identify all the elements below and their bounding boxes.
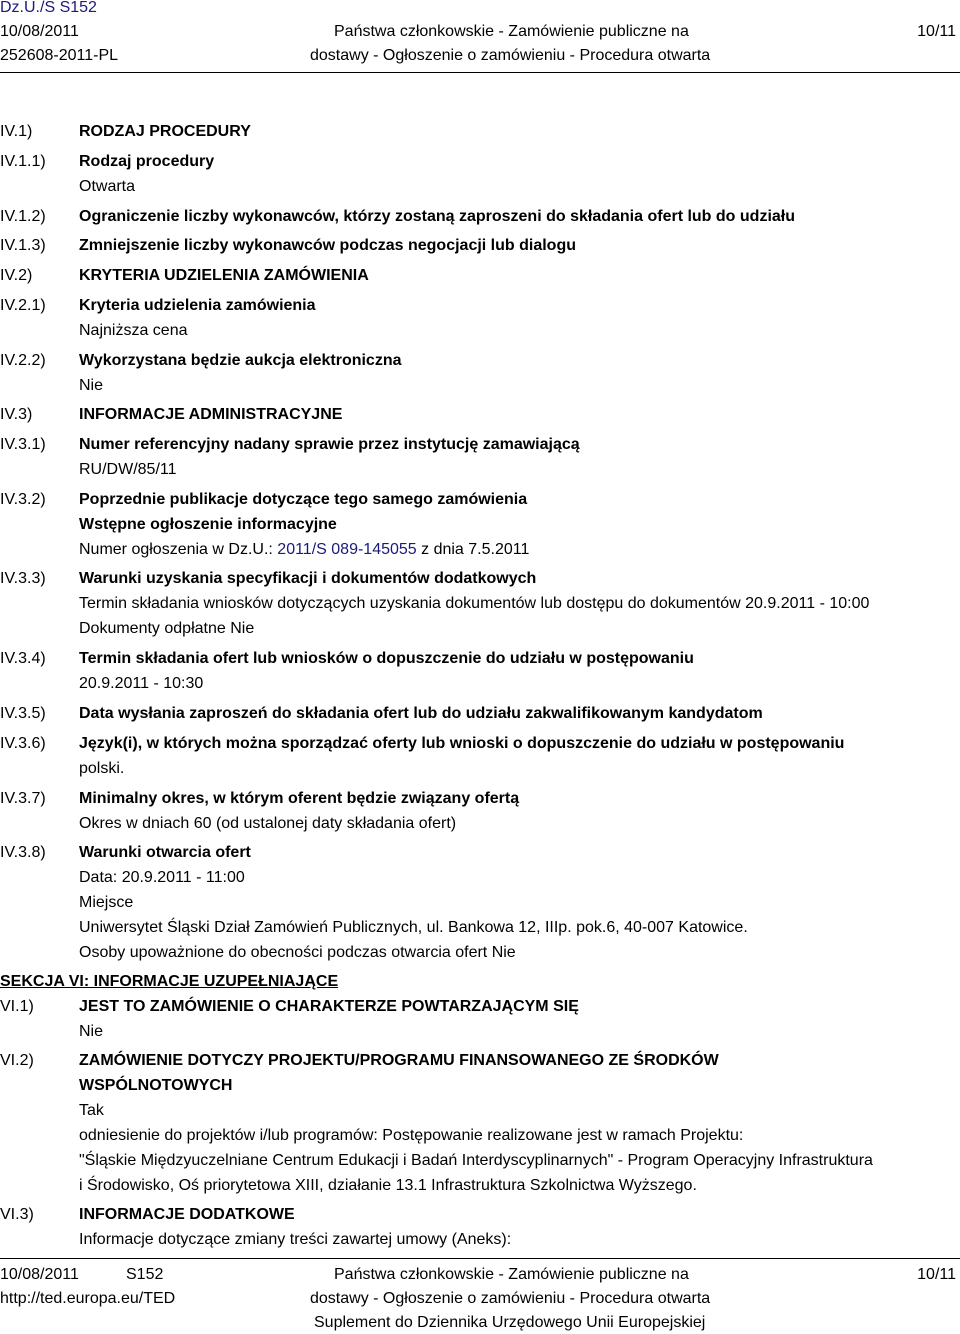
- heading: Data wysłania zaproszeń do składania ofert lub do udziału zakwalifikowanym kandydatom: [79, 705, 763, 722]
- heading: Warunki uzyskania specyfikacji i dokumentów dodatkowych: [79, 570, 537, 587]
- footer-url[interactable]: http://ted.europa.eu/TED: [0, 1290, 176, 1307]
- subheading: Wstępne ogłoszenie informacyjne: [79, 516, 337, 533]
- prior-pub-suffix: z dnia 7.5.2011: [416, 541, 530, 558]
- heading: Ograniczenie liczby wykonawców, którzy zostaną zaproszeni do składania ofert lub do udziału: [79, 208, 795, 225]
- heading: Rodzaj procedury: [79, 153, 215, 170]
- heading: Język(i), w których można sporządzać oferty lub wnioski o dopuszczenie do udziału w postępowaniu: [79, 735, 845, 752]
- section-iv-2-1: [79, 293, 956, 343]
- value: Informacje dotyczące zmiany treści zawartej umowy (Aneks):: [79, 1231, 512, 1248]
- value: RU/DW/85/11: [79, 461, 177, 478]
- num-iv-3-4: IV.3.4): [0, 650, 46, 667]
- heading: Zmniejszenie liczby wykonawców podczas negocjacji lub dialogu: [79, 237, 576, 254]
- heading: Numer referencyjny nadany sprawie przez instytucję zamawiającą: [79, 436, 580, 453]
- heading: Poprzednie publikacje dotyczące tego samego zamówienia: [79, 491, 528, 508]
- header-title-line1: Państwa członkowskie - Zamówienie publiczne na: [334, 23, 689, 40]
- section-iv-3-5: [79, 701, 956, 726]
- value: Osoby upoważnione do obecności podczas otwarcia ofert Nie: [79, 944, 516, 961]
- section-vi-title: SEKCJA VI: INFORMACJE UZUPEŁNIAJĄCE: [0, 973, 339, 990]
- value: Miejsce: [79, 894, 134, 911]
- header-page: 10/11: [917, 23, 956, 40]
- heading-cont: WSPÓLNOTOWYCH: [79, 1077, 233, 1094]
- value: Uniwersytet Śląski Dział Zamówień Publicznych, ul. Bankowa 12, IIIp. pok.6, 40-007 Katowice.: [79, 919, 748, 936]
- num-vi-1: VI.1): [0, 998, 34, 1015]
- header-ref: 252608-2011-PL: [0, 47, 119, 64]
- value: Nie: [79, 377, 104, 394]
- section-iv-1-2: [79, 204, 956, 229]
- section-iv-3-3: [79, 566, 956, 641]
- heading: INFORMACJE DODATKOWE: [79, 1206, 295, 1223]
- value: Okres w dniach 60 (od ustalonej daty składania ofert): [79, 815, 457, 832]
- value: "Śląskie Międzyuczelniane Centrum Edukacji i Badań Interdyscyplinarnych" - Program Operacyjny Infrastruktura: [79, 1152, 873, 1169]
- prior-publication: [79, 537, 956, 562]
- num-iv-3-3: IV.3.3): [0, 570, 46, 587]
- value: odniesienie do projektów i/lub programów: Postępowanie realizowane jest w ramach Projektu:: [79, 1127, 744, 1144]
- heading: KRYTERIA UDZIELENIA ZAMÓWIENIA: [79, 267, 369, 284]
- value: Data: 20.9.2011 - 11:00: [79, 869, 245, 886]
- footer-date: 10/08/2011: [0, 1266, 79, 1283]
- prior-pub-link[interactable]: 2011/S 089-145055: [277, 541, 417, 558]
- footer-title-line1: Państwa członkowskie - Zamówienie publiczne na: [334, 1266, 689, 1283]
- num-iv-3-1: IV.3.1): [0, 436, 46, 453]
- num-iv-3-8: IV.3.8): [0, 844, 46, 861]
- num-iv-1-1: IV.1.1): [0, 153, 46, 170]
- footer-series: S152: [126, 1266, 164, 1283]
- section-iv-1: [79, 119, 956, 144]
- heading: ZAMÓWIENIE DOTYCZY PROJEKTU/PROGRAMU FINANSOWANEGO ZE ŚRODKÓW: [79, 1052, 719, 1069]
- num-iv-3-7: IV.3.7): [0, 790, 46, 807]
- footer-rule: [0, 1258, 960, 1259]
- section-iv-3-4: [79, 646, 956, 696]
- heading: JEST TO ZAMÓWIENIE O CHARAKTERZE POWTARZAJĄCYM SIĘ: [79, 998, 579, 1015]
- num-iv-3: IV.3): [0, 406, 33, 423]
- section-vi-3: [79, 1202, 956, 1252]
- section-iv-3: [79, 402, 956, 427]
- value: Najniższa cena: [79, 322, 188, 339]
- section-iv-1-1: [79, 149, 956, 199]
- num-iv-3-6: IV.3.6): [0, 735, 46, 752]
- heading: Termin składania ofert lub wniosków o dopuszczenie do udziału w postępowaniu: [79, 650, 694, 667]
- header-date: 10/08/2011: [0, 23, 79, 40]
- value: Nie: [79, 1023, 104, 1040]
- section-iv-1-3: [79, 233, 956, 258]
- section-iv-3-7: [79, 786, 956, 836]
- header-title-line2: dostawy - Ogłoszenie o zamówieniu - Procedura otwarta: [310, 47, 711, 64]
- value: i Środowisko, Oś priorytetowa XIII, działanie 13.1 Infrastruktura Szkolnictwa Wyższego.: [79, 1177, 697, 1194]
- section-iv-3-8: [79, 840, 956, 965]
- heading: INFORMACJE ADMINISTRACYJNE: [79, 406, 343, 423]
- num-vi-2: VI.2): [0, 1052, 34, 1069]
- section-iv-3-1: [79, 432, 956, 482]
- num-vi-3: VI.3): [0, 1206, 34, 1223]
- num-iv-2-2: IV.2.2): [0, 352, 46, 369]
- section-iv-2-2: [79, 348, 956, 398]
- value: 20.9.2011 - 10:30: [79, 675, 204, 692]
- heading: Warunki otwarcia ofert: [79, 844, 251, 861]
- value: polski.: [79, 760, 125, 777]
- value: Otwarta: [79, 178, 136, 195]
- num-iv-2-1: IV.2.1): [0, 297, 46, 314]
- num-iv-3-5: IV.3.5): [0, 705, 46, 722]
- prior-pub-prefix: Numer ogłoszenia w Dz.U.:: [79, 541, 278, 558]
- section-vi-2: [79, 1048, 956, 1198]
- value: Dokumenty odpłatne Nie: [79, 620, 255, 637]
- footer-page: 10/11: [917, 1266, 956, 1283]
- section-iv-2: [79, 263, 956, 288]
- section-vi-1: [79, 994, 956, 1044]
- heading: Minimalny okres, w którym oferent będzie związany ofertą: [79, 790, 520, 807]
- journal-ref[interactable]: Dz.U./S S152: [0, 0, 97, 16]
- heading: RODZAJ PROCEDURY: [79, 123, 251, 140]
- footer-title-line3: Suplement do Dziennika Urzędowego Unii Europejskiej: [314, 1314, 706, 1331]
- value: Termin składania wniosków dotyczących uzyskania dokumentów lub dostępu do dokumentów 20.9.2011 - 10:00: [79, 595, 870, 612]
- num-iv-1-3: IV.1.3): [0, 237, 46, 254]
- footer-title-line2: dostawy - Ogłoszenie o zamówieniu - Procedura otwarta: [310, 1290, 711, 1307]
- num-iv-3-2: IV.3.2): [0, 491, 46, 508]
- num-iv-1-2: IV.1.2): [0, 208, 46, 225]
- header-rule: [0, 72, 960, 73]
- value: Tak: [79, 1102, 104, 1119]
- heading: Wykorzystana będzie aukcja elektroniczna: [79, 352, 402, 369]
- num-iv-1: IV.1): [0, 123, 33, 140]
- num-iv-2: IV.2): [0, 267, 33, 284]
- section-iv-3-2: [79, 487, 956, 562]
- section-iv-3-6: [79, 731, 956, 781]
- heading: Kryteria udzielenia zamówienia: [79, 297, 316, 314]
